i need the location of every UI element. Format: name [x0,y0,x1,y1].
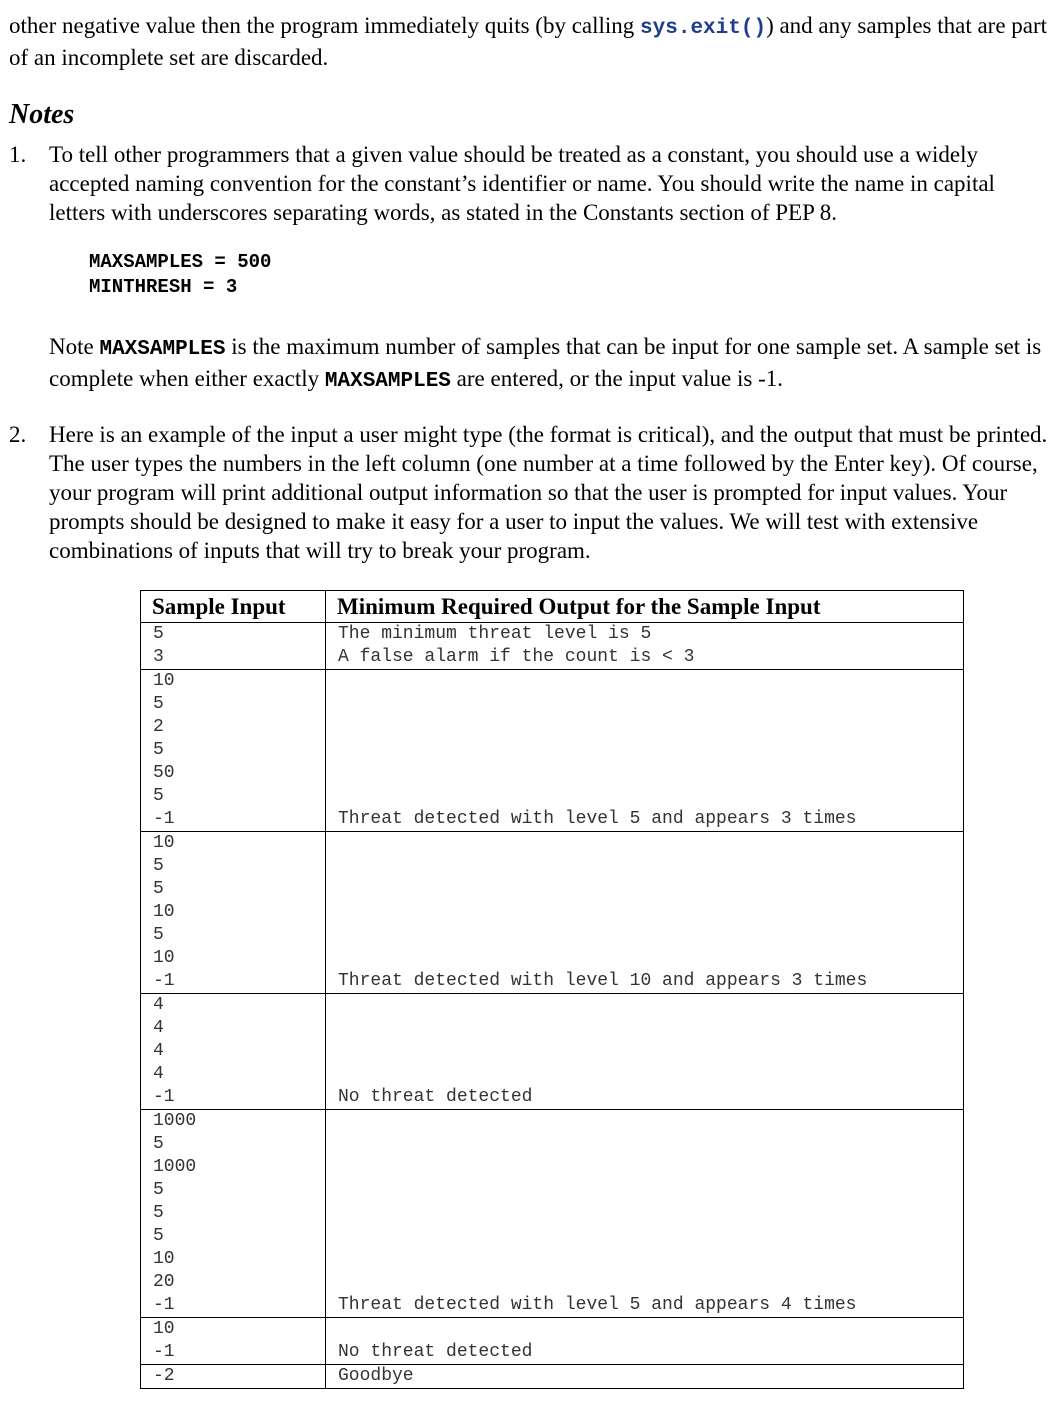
output-blank-line [326,1271,963,1294]
code-line-minthresh: MINTHRESH = 3 [89,276,238,298]
output-blank-line [326,878,963,901]
output-blank-line [326,832,963,855]
required-output-cell [326,832,964,994]
input-value: 10 [153,948,175,968]
input-value: 4 [153,1041,164,1061]
output-line: The minimum threat level is 5 [338,624,652,644]
sample-input-cell [141,623,326,670]
input-value: 1000 [153,1157,197,1177]
maxsamples-note [49,332,1049,396]
intro-text-before: other negative value then the program immediately quits (by calling [9,13,641,38]
input-value: 5 [153,879,164,899]
header-sample-input: Sample Input [141,591,326,623]
required-output-cell [326,623,964,670]
sys-exit-code: sys.exit() [640,17,767,40]
constants-code-block [89,250,271,300]
maxsamples-note-text-1: Note [49,334,100,359]
maxsamples-code-2: MAXSAMPLES [324,370,451,393]
maxsamples-code-1: MAXSAMPLES [99,338,226,361]
input-value: -1 [153,971,175,991]
note-1-number: 1. [9,142,27,167]
input-value: 3 [153,647,164,667]
output-blank-line [326,1202,963,1225]
output-blank-line [326,1133,963,1156]
input-value: 5 [153,786,164,806]
output-line: A false alarm if the count is < 3 [338,647,695,667]
table-row [141,1318,964,1365]
output-line: No threat detected [338,1087,533,1107]
input-value: 5 [153,1226,164,1246]
input-value: 5 [153,740,164,760]
input-value: 2 [153,717,164,737]
output-blank-line [326,855,963,878]
output-blank-line [326,785,963,808]
notes-heading: Notes [9,99,75,130]
input-value: 10 [153,902,175,922]
input-value: 10 [153,1319,175,1339]
table-row [141,670,964,832]
intro-paragraph [9,11,1054,72]
code-line-maxsamples: MAXSAMPLES = 500 [89,251,272,273]
sample-input-cell [141,1365,326,1389]
table-row [141,1365,964,1389]
output-blank-line [326,901,963,924]
input-value: 4 [153,1064,164,1084]
table-header-row [141,591,964,623]
output-blank-line [326,1179,963,1202]
input-value: 20 [153,1272,175,1292]
input-value: 5 [153,856,164,876]
sample-input-cell [141,1318,326,1365]
output-line: Threat detected with level 5 and appears 4 times [338,1295,857,1315]
table-row [141,994,964,1110]
input-value: -1 [153,1342,175,1362]
output-line: Goodbye [338,1366,414,1386]
input-value: 5 [153,925,164,945]
input-value: 50 [153,763,175,783]
input-value: 10 [153,1249,175,1269]
sample-io-table [140,590,964,1389]
sample-input-cell [141,994,326,1110]
input-value: 4 [153,1018,164,1038]
required-output-cell [326,1110,964,1318]
sample-input-cell [141,832,326,994]
sample-input-cell [141,670,326,832]
required-output-cell [326,1318,964,1365]
input-value: -1 [153,809,175,829]
output-line: Threat detected with level 5 and appears 3 times [338,809,857,829]
input-value: 4 [153,995,164,1015]
note-1-paragraph: To tell other programmers that a given value should be treated as a constant, you should use a widely accepted naming convention for the constant’s identifier or name. You should write the name in capital letters with underscores separating words, as stated in the Constants section of PEP 8. [49,142,995,225]
output-blank-line [326,1063,963,1086]
output-blank-line [326,739,963,762]
output-blank-line [326,1110,963,1133]
output-blank-line [326,1225,963,1248]
input-value: 5 [153,694,164,714]
input-value: -1 [153,1295,175,1315]
output-blank-line [326,693,963,716]
output-blank-line [326,1318,963,1341]
output-blank-line [326,924,963,947]
required-output-cell [326,670,964,832]
note-2-paragraph: Here is an example of the input a user might type (the format is critical), and the output that must be printed. The user types the numbers in the left column (one number at a time followed by the Enter key). Of course, your program will print additional output information so that the user is prompted for input values. Your prompts should be designed to make it easy for a user to input the values. We will test with extensive combinations of inputs that will try to break your program. [49,422,1048,563]
input-value: 5 [153,624,164,644]
maxsamples-note-text-2: is the maximum number of samples that can be input for one sample set. A sample set is complete when either exactly [49,334,1042,391]
output-line: No threat detected [338,1342,533,1362]
required-output-cell [326,1365,964,1389]
table-body [141,623,964,1389]
input-value: -1 [153,1087,175,1107]
table-row [141,1110,964,1318]
maxsamples-note-text-3: are entered, or the input value is -1. [450,366,784,391]
output-line: Threat detected with level 10 and appears 3 times [338,971,868,991]
input-value: 5 [153,1180,164,1200]
header-required-output: Minimum Required Output for the Sample Input [326,591,964,623]
intro-text-after: ) and any samples that are part of an incomplete set are discarded. [9,13,1048,70]
input-value: 10 [153,671,175,691]
output-blank-line [326,1248,963,1271]
sample-input-cell [141,1110,326,1318]
output-blank-line [326,1156,963,1179]
output-blank-line [326,1017,963,1040]
output-blank-line [326,762,963,785]
output-blank-line [326,947,963,970]
output-blank-line [326,670,963,693]
input-value: 1000 [153,1111,197,1131]
table-row [141,623,964,670]
output-blank-line [326,1040,963,1063]
output-blank-line [326,716,963,739]
output-blank-line [326,994,963,1017]
input-value: 10 [153,833,175,853]
required-output-cell [326,994,964,1110]
input-value: -2 [153,1366,175,1386]
input-value: 5 [153,1134,164,1154]
input-value: 5 [153,1203,164,1223]
note-2-number: 2. [9,422,27,447]
table-row [141,832,964,994]
